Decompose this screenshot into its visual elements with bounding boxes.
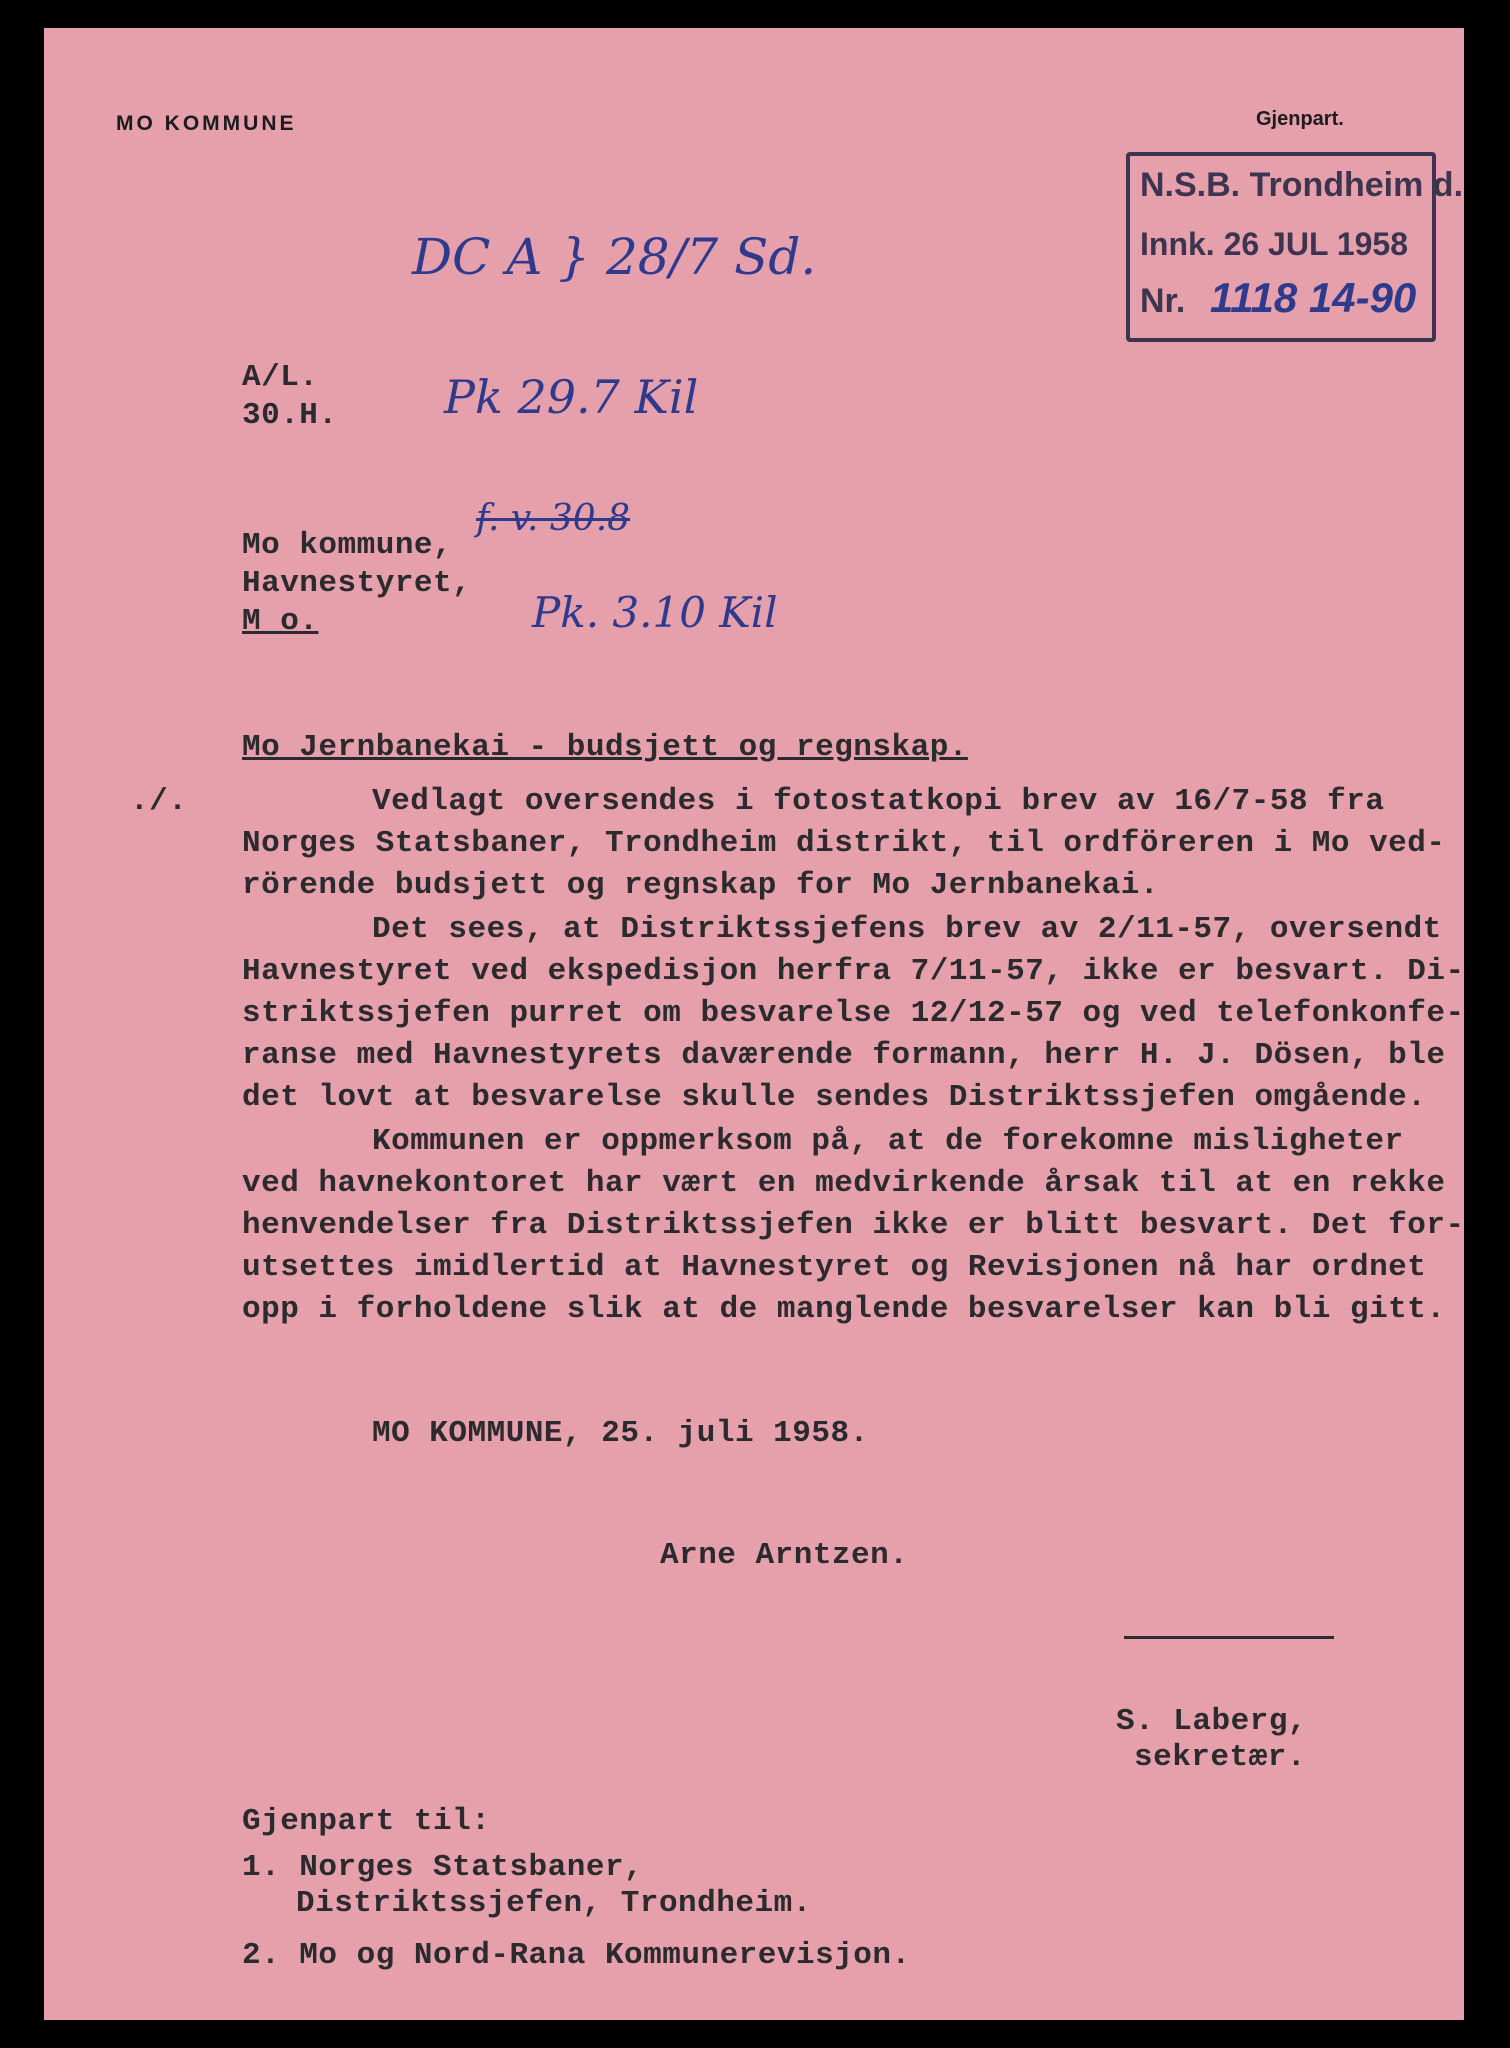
stamp-line-1: N.S.B. Trondheim d. — [1140, 166, 1464, 204]
ref-line-1: A/L. — [242, 360, 319, 395]
body-line-6: striktssjefen purret om besvarelse 12/12-57 og ved telefonkonfe- — [242, 996, 1465, 1031]
letter-page — [44, 28, 1464, 2020]
copies-heading: Gjenpart til: — [242, 1804, 491, 1839]
body-line-3: rörende budsjett og regnskap for Mo Jernbanekai. — [242, 868, 1159, 903]
secretary-name: S. Laberg, — [1116, 1704, 1308, 1739]
body-line-8: det lovt at besvarelse skulle sendes Distriktssjefen omgående. — [242, 1080, 1427, 1115]
body-line-5: Havnestyret ved ekspedisjon herfra 7/11-57, ikke er besvart. Di- — [242, 954, 1465, 989]
signer-name: Arne Arntzen. — [660, 1538, 909, 1573]
body-line-4: Det sees, at Distriktssjefens brev av 2/11-57, oversendt — [372, 912, 1442, 947]
subject: Mo Jernbanekai - budsjett og regnskap. — [242, 730, 968, 765]
body-line-10: ved havnekontoret har vært en medvirkende årsak til at en rekke — [242, 1166, 1446, 1201]
stamp-nr-label: Nr. — [1140, 282, 1186, 320]
body-line-1: Vedlagt oversendes i fotostatkopi brev av 16/7-58 fra — [372, 784, 1385, 819]
signature-line — [1124, 1636, 1334, 1639]
body-line-12: utsettes imidlertid at Havnestyret og Revisjonen nå har ordnet — [242, 1250, 1427, 1285]
copy-label: Gjenpart. — [1256, 108, 1344, 130]
recipient-line-1: Mo kommune, — [242, 528, 453, 563]
recipient-line-2: Havnestyret, — [242, 566, 472, 601]
handwritten-note-1: DC A } 28/7 Sd. — [412, 228, 817, 286]
body-line-9: Kommunen er oppmerksom på, at de forekomne misligheter — [372, 1124, 1404, 1159]
handwritten-note-2: Pk 29.7 Kil — [444, 370, 699, 424]
body-line-13: opp i forholdene slik at de manglende besvarelser kan bli gitt. — [242, 1292, 1446, 1327]
recipient-line-3: M o. — [242, 604, 319, 639]
handwritten-note-4: Pk. 3.10 Kil — [532, 588, 778, 637]
ref-line-2: 30.H. — [242, 398, 338, 433]
stamp-nr-value: 1118 14-90 — [1210, 274, 1417, 321]
copies-item-1b: Distriktssjefen, Trondheim. — [296, 1886, 812, 1921]
org-header: MO KOMMUNE — [116, 112, 297, 135]
secretary-title: sekretær. — [1134, 1740, 1306, 1775]
date-line: MO KOMMUNE, 25. juli 1958. — [372, 1416, 869, 1451]
copies-item-1a: 1. Norges Statsbaner, — [242, 1850, 644, 1885]
stamp-line-2: Innk. 26 JUL 1958 — [1140, 226, 1408, 262]
body-line-2: Norges Statsbaner, Trondheim distrikt, til ordföreren i Mo ved- — [242, 826, 1446, 861]
body-line-7: ranse med Havnestyrets daværende formann, herr H. J. Dösen, ble — [242, 1038, 1446, 1073]
handwritten-note-3: f. v. 30.8 — [476, 498, 631, 539]
body-line-11: henvendelser fra Distriktssjefen ikke er blitt besvart. Det for- — [242, 1208, 1465, 1243]
received-stamp — [1126, 152, 1464, 342]
copies-item-2: 2. Mo og Nord-Rana Kommunerevisjon. — [242, 1938, 911, 1973]
margin-mark: ./. — [130, 784, 188, 819]
